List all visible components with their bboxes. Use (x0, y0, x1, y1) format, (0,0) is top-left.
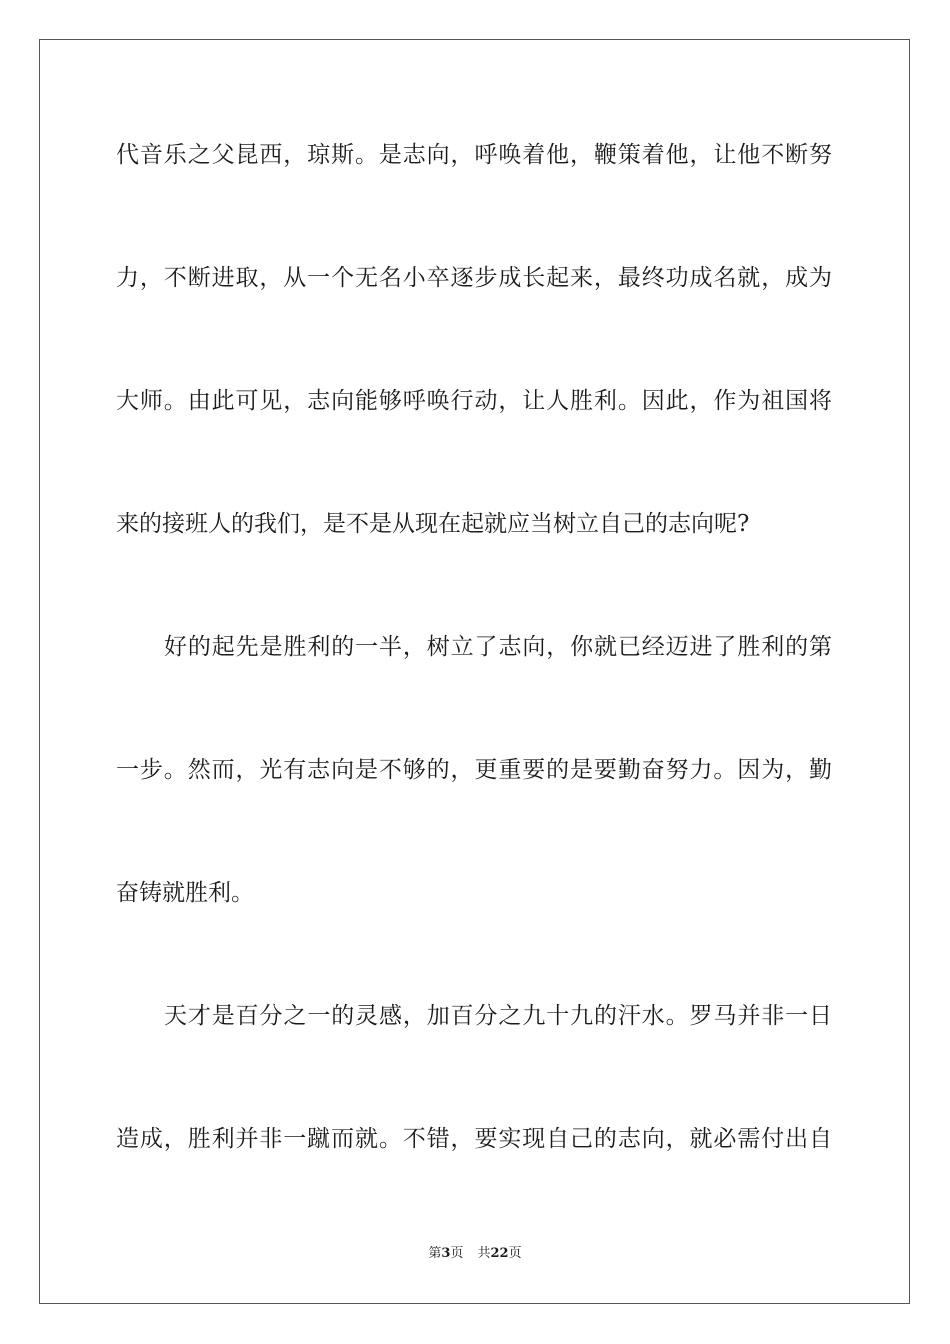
text-line-9: 造成，胜利并非一蹴而就。不错，要实现自己的志向，就必需付出自 (116, 1126, 832, 1152)
total-pages: 22 (490, 1246, 509, 1261)
page-frame (39, 39, 910, 1304)
text-line-7: 奋铸就胜利。 (116, 880, 254, 906)
text-line-4: 来的接班人的我们，是不是从现在起就应当树立自己的志向呢? (116, 511, 750, 537)
text-line-6: 一步。然而，光有志向是不够的，更重要的是要勤奋努力。因为，勤 (116, 757, 832, 783)
page-suffix: 页 (450, 1246, 464, 1261)
text-line-1: 代音乐之父昆西，琼斯。是志向，呼唤着他，鞭策着他，让他不断努 (116, 142, 832, 168)
text-line-3: 大师。由此可见，志向能够呼唤行动，让人胜利。因此，作为祖国将 (116, 388, 832, 414)
text-line-2: 力，不断进取，从一个无名小卒逐步成长起来，最终功成名就，成为 (116, 265, 832, 291)
text-line-8: 天才是百分之一的灵感，加百分之九十九的汗水。罗马并非一日 (164, 1003, 832, 1029)
page-footer (0, 1245, 950, 1263)
total-prefix: 共 (477, 1246, 491, 1261)
page-prefix: 第 (428, 1246, 442, 1261)
total-suffix: 页 (508, 1246, 522, 1261)
text-line-5: 好的起先是胜利的一半，树立了志向，你就已经迈进了胜利的第 (164, 634, 832, 660)
page-number: 3 (441, 1246, 451, 1261)
